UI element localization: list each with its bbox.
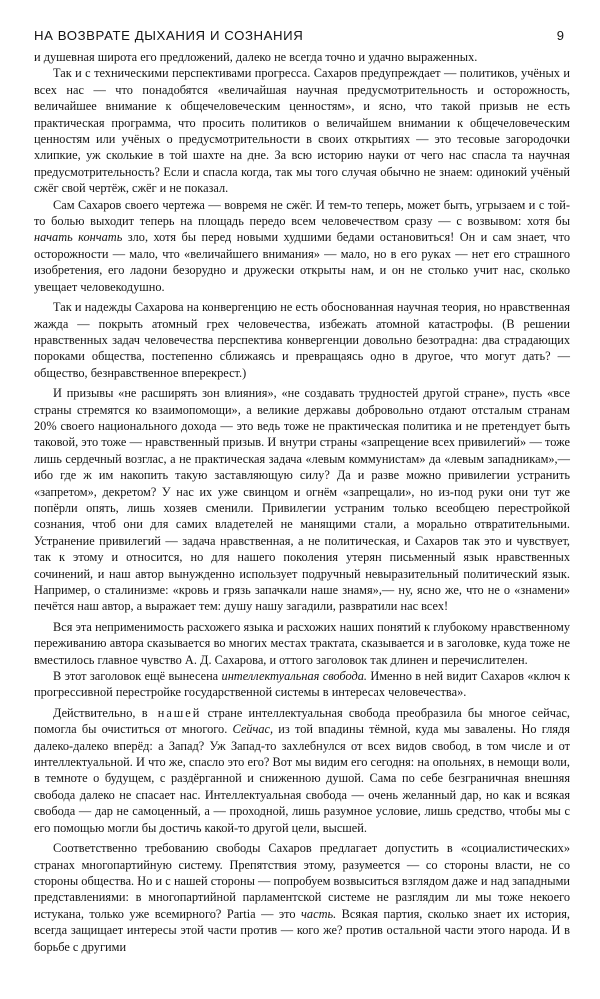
text-segment: Вся эта неприменимость расхожего языка и расхожих наших понятий к глубокому нравственному переживанию автора сказывается во многих местах трактата, сказывается и в заголовке, куда тоже не вместилось главное чувство А. Д. Сахарова, и оттого заголовок так длинен и перечислителен. <box>34 619 570 667</box>
paragraph <box>34 197 570 295</box>
text-segment: и душевная широта его предложений, далеко не всегда точно и удачно выраженных. <box>34 50 478 64</box>
emphasized-text: интеллектуальная свобода. <box>221 669 367 684</box>
text-segment: Так и с техническими перспективами прогресса. Сахаров предупреждает — политиков, учёных и всех нас — что понадобятся «величайшая научная предусмотрительность и осторожность, величайшее внимание к общечеловеческим ценностям», и ясно, что такой призыв не есть практическая программа, что просить политиков о величайшем внимании к общечеловеческим ценностям или учёных о предусмотрительности в своих открытиях — это тесовые загородочки хлипкие, уж сколькие в той шахте на дне. За всю историю науки от чего нас спасла та научная предусмотрительность? Если и спасла когда, так мы того случая обычно не знаем: одинокий учёный сжёг свой чертёж, сжёг и не показал. <box>34 66 570 196</box>
paragraph <box>34 65 570 196</box>
text-segment: И призывы «не расширять зон влияния», «не создавать трудностей другой стране», пусть «все страны стремятся ко взаимопомощи», а великие державы добровольно отдают отсталым странам 20% своего национального дохода — это ведь тоже не практическая политика и не претендует быть таковой, это тоже — нравственный призыв. И внутри страны «запрещение всех привилегий» — тоже лишь сердечный возглас, а не практическая задача «левым коммунистам» да «левым западникам»,— ибо где ж им накопить такую заставляющую силу? Да и разве можно привилегии устранить «запретом», декретом? У нас их уже свинцом и огнём «запрещали», но из-под руки они тут же попёрли опять, лишь хозяев сменили. Привилегии устраним только всеобщею перестройкой сознания, чтоб они для самих владетелей не манящими стали, а морально отвратительными. Устранение привилегий — задача нравственная, а не политическая, и Сахаров так это и чувствует, так к этому и относится, но для нашего поколения утерян письменный язык нравственных сочинений, и наш автор вынужденно использует подручный невыразительный политический язык. Например, о сталинизме: «кровь и грязь запачкали наше знамя»,— ну, ясно же, что не о «знамени» печётся наш автор, а выражает тем: душу нашу загадили, развратили нас всех! <box>34 386 570 614</box>
text-segment: Соответственно требованию свободы Сахаров предлагает допустить в «социалистических» странах многопартийную систему. Препятствия этому, разумеется — со стороны власти, не со стороны общества. Но и с нашей стороны — попробуем возвыситься взглядом даже и над западными представлениями: в многопартийной парламентской системе не разглядим ли мы тоже некоего истукана, только уже всемирного? Partia — это <box>34 841 570 921</box>
paragraph <box>34 840 570 955</box>
text-segment: из той впадины тёмной, куда мы завалены. Но глядя далеко-далеко вперёд: а Запад? Уж Запад-то захлебнулся от всех видов свобод, в том числе и от интеллектуальной. И что же, спасло это его? Вот мы видим его сегодня: на опольнях, в немощи воли, в темноте о будущем, с раздёрганной и сниженною душой. Сама по себе безграничная внешняя свобода далеко не спасает нас. Интеллектуальная свобода — очень желанный дар, но как и всякая свобода — дар не самоценный, а — проходной, лишь разумное условие, лишь средство, чтобы мы с его помощью могли бы достичь какой-то другой цели, высшей. <box>34 722 570 835</box>
text-segment: зло, хотя бы перед новыми худшими бедами остановиться! Он и сам знает, что осторожности — мало, что «величайшего внимания» — мало, но в его руках — нет его страшного изобретения, его ладони безорудно и дружески открыты нам, и он не столько учит нас, сколько увещает человекодушно. <box>34 230 570 294</box>
spaced-text: в нашей <box>141 705 202 720</box>
page-header <box>34 28 570 43</box>
paragraph <box>34 668 570 701</box>
emphasized-text: Сейчас, <box>232 722 274 737</box>
paragraph <box>34 49 570 65</box>
paragraph <box>34 385 570 615</box>
emphasized-text: часть. <box>301 906 337 921</box>
paragraph <box>34 619 570 668</box>
text-segment: В этот заголовок ещё вынесена <box>53 669 222 684</box>
text-segment: Так и надежды Сахарова на конвергенцию не есть обоснованная научная теория, но нравственная жажда — покрыть атомный грех человечества, избежать атомной катастрофы. (В решении нравственных задач человечества перспектива конвергенции довольно безотрадна: два страдающих пороками общества, постепенно сближаясь и превращаясь одно в другое, что могут дать? — общество, безнравственное вперекрест.) <box>34 300 570 380</box>
emphasized-text: начать кончать <box>34 230 123 245</box>
text-segment: Сам Сахаров своего чертежа — вовремя не сжёг. И тем-то теперь, может быть, угрызаем и с той-то болью выходит теперь на площадь передо всем человечеством сразу — с возвывом: хотя бы <box>34 197 570 229</box>
text-segment: стране интеллектуальная свобода преобразила бы многое сейчас, помогла бы очиститься от многого. <box>34 705 571 737</box>
text-segment: Действительно, <box>53 705 142 720</box>
text-segment: Всякая партия, сколько знает их история, всегда защищает интересы этой части против — кого же? против остальной части этого народа. И в борьбе с другими <box>34 906 570 954</box>
page-number: 9 <box>556 28 564 43</box>
paragraph <box>34 705 570 836</box>
running-title: НА ВОЗВРАТЕ ДЫХАНИЯ И СОЗНАНИЯ <box>34 28 304 43</box>
body-text <box>34 49 570 955</box>
paragraph <box>34 299 570 381</box>
text-segment: Именно в ней видит Сахаров «ключ к прогрессивной перестройке государственной системы в интересах человечества». <box>34 669 570 700</box>
